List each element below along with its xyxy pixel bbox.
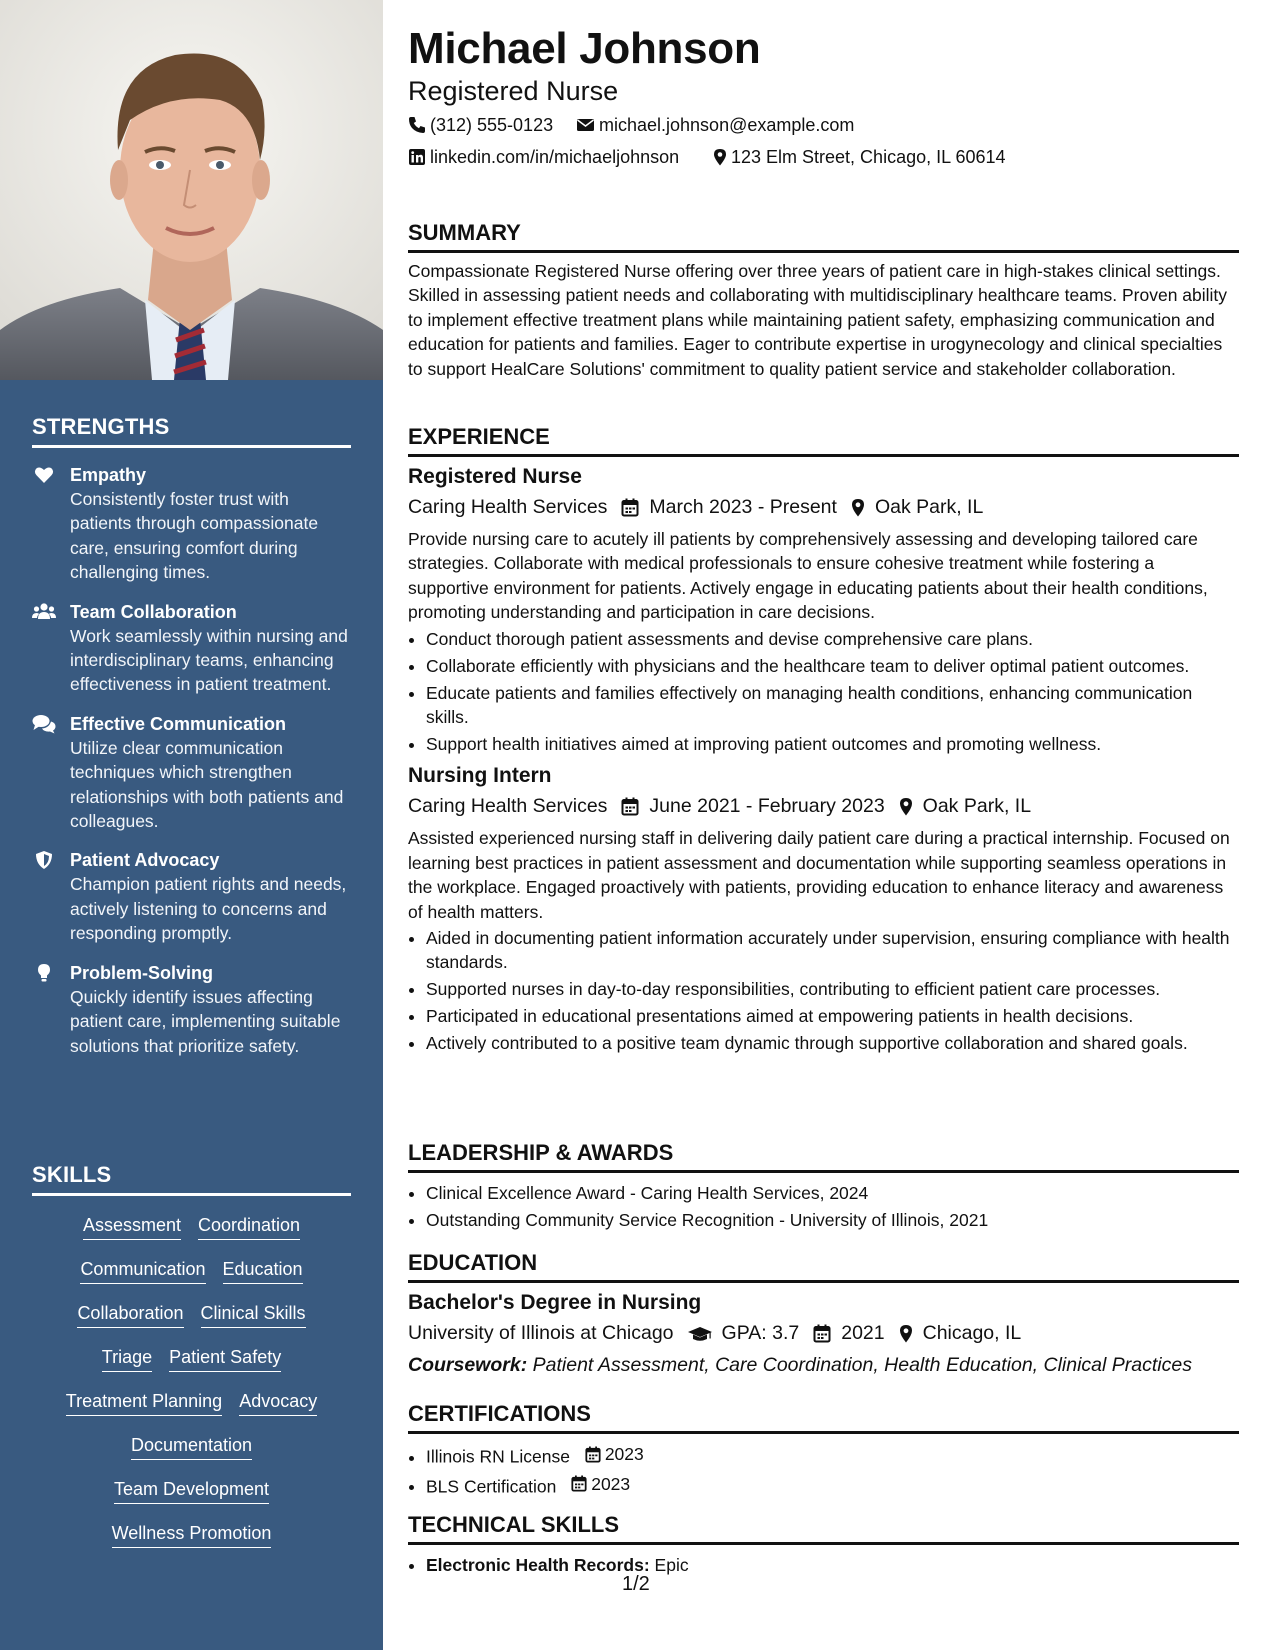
certifications-heading: CERTIFICATIONS	[408, 1400, 1239, 1434]
strengths-heading: STRENGTHS	[32, 414, 351, 448]
email-contact	[576, 113, 854, 137]
map-pin-icon	[899, 1324, 913, 1343]
strength-desc: Champion patient rights and needs, actively listening to concerns and responding promptly.	[70, 874, 347, 944]
certifications-list	[408, 1442, 1239, 1499]
job-dates: March 2023 - Present	[649, 496, 837, 518]
linkedin-url[interactable]: linkedin.com/in/michaeljohnson	[430, 147, 680, 167]
education-meta	[408, 1319, 1239, 1347]
job-entry	[408, 463, 1239, 756]
education-heading: EDUCATION	[408, 1249, 1239, 1283]
bullet-item: • Participated in educational presentations aimed at empowering patients in health decisions.	[426, 1004, 1239, 1028]
certification-item	[426, 1442, 1239, 1469]
job-title: Nursing Intern	[408, 764, 552, 788]
summary-section	[408, 219, 1239, 381]
bullet-item: • Actively contributed to a positive team dynamic through supportive collaboration and shared goals.	[426, 1031, 1239, 1055]
skill-row	[32, 1346, 351, 1372]
award-item: • Outstanding Community Service Recognition - University of Illinois, 2021	[426, 1208, 1239, 1232]
strength-item	[32, 463, 351, 585]
school-name: University of Illinois at Chicago	[408, 1322, 674, 1344]
technical-skills-section	[408, 1511, 1239, 1580]
job-title: Registered Nurse	[408, 465, 582, 488]
skill-tag: Patient Safety	[169, 1346, 281, 1372]
skill-tag: Collaboration	[77, 1302, 183, 1328]
awards-heading: LEADERSHIP & AWARDS	[408, 1139, 1239, 1173]
map-pin-icon	[851, 498, 865, 517]
skills-section	[32, 1162, 351, 1548]
job-description: Provide nursing care to acutely ill patients by comprehensively assessing and developing tailored care strategies. Collaborate with medical professionals to ensure cohesive treatment while fostering a supportive environment for patients. Actively engage in educating patients about their health conditions, promoting understanding and participation in care decisions.	[408, 529, 1208, 623]
certifications-section	[408, 1400, 1239, 1501]
email-address[interactable]: michael.johnson@example.com	[599, 115, 855, 135]
coursework-label: Coursework:	[408, 1354, 528, 1376]
job-location: Oak Park, IL	[922, 795, 1032, 818]
summary-heading: SUMMARY	[408, 219, 1239, 253]
phone-contact	[408, 113, 553, 137]
experience-heading: EXPERIENCE	[408, 423, 1239, 457]
strength-desc: Utilize clear communication techniques which strengthen relationships with both patients and colleagues.	[70, 737, 344, 832]
awards-section	[408, 1139, 1239, 1235]
calendar-icon	[621, 498, 639, 517]
calendar-icon	[813, 1324, 831, 1343]
envelope-icon	[576, 116, 595, 134]
skill-row	[32, 1522, 351, 1548]
job-dates: June 2021 - February 2023	[649, 795, 885, 818]
strength-desc: Work seamlessly within nursing and interdisciplinary teams, enhancing effectiveness in patient treatment.	[70, 625, 348, 695]
calendar-icon	[585, 1446, 601, 1463]
skill-tag: Education	[223, 1258, 303, 1284]
profile-photo	[0, 0, 383, 380]
strength-item	[32, 961, 351, 1058]
skill-tag: Communication	[80, 1258, 205, 1284]
lightbulb-icon	[34, 963, 54, 983]
skills-heading: SKILLS	[32, 1162, 351, 1196]
skill-row	[32, 1302, 351, 1328]
heart-icon	[34, 465, 54, 485]
strength-title: Problem-Solving	[70, 962, 214, 983]
job-entry	[408, 762, 1239, 1055]
certification-item	[426, 1472, 1239, 1499]
certification-year: 2023	[604, 1444, 644, 1464]
certification-name: BLS Certification	[426, 1476, 557, 1497]
comments-icon	[32, 714, 56, 734]
skill-tag: Coordination	[198, 1214, 300, 1240]
linkedin-contact	[408, 145, 679, 169]
strength-desc: Consistently foster trust with patients through compassionate care, ensuring comfort during challenging times.	[70, 489, 319, 583]
skill-row	[32, 1390, 351, 1416]
coursework-list: Patient Assessment, Care Coordination, Health Education, Clinical Practices	[532, 1354, 1192, 1376]
job-bullets	[408, 627, 1239, 757]
phone-icon	[408, 116, 426, 134]
experience-section	[408, 423, 1239, 1058]
linkedin-icon	[408, 148, 426, 166]
strength-title: Effective Communication	[70, 713, 287, 734]
company-name: Caring Health Services	[408, 496, 608, 518]
skill-row	[32, 1478, 351, 1504]
awards-list	[408, 1181, 1239, 1232]
map-pin-icon	[713, 148, 727, 166]
coursework	[408, 1351, 1239, 1379]
calendar-icon	[621, 797, 639, 816]
address-contact	[713, 145, 1006, 169]
summary-text: Compassionate Registered Nurse offering over three years of patient care in high-stakes clinical settings. Skilled in assessing patient needs and collaborating with multidisciplinary healthcare teams. Proven ability to implement effective treatment plans while maintaining patient safety, emphasizing communication and education for patients and families. Eager to contribute expertise in urogynecology and clinical specialties to support HealCare Solutions' commitment to quality patient service and stakeholder collaboration.	[408, 261, 1228, 379]
skill-tag: Wellness Promotion	[112, 1522, 272, 1548]
job-title-header: Registered Nurse	[408, 76, 619, 106]
skill-tag: Assessment	[83, 1214, 181, 1240]
graduation-year: 2021	[841, 1322, 885, 1344]
shield-icon	[34, 850, 54, 870]
users-icon	[32, 602, 56, 622]
job-meta	[408, 792, 1239, 820]
technical-skill-item	[426, 1553, 1239, 1577]
skill-tag: Documentation	[131, 1434, 252, 1460]
school-location: Chicago, IL	[922, 1322, 1022, 1344]
calendar-icon	[571, 1475, 587, 1492]
address-text: 123 Elm Street, Chicago, IL 60614	[731, 147, 1006, 167]
strength-title: Team Collaboration	[70, 601, 237, 622]
company-name: Caring Health Services	[408, 795, 608, 818]
technical-skills-list	[408, 1553, 1239, 1577]
skill-row	[32, 1434, 351, 1460]
job-description: Assisted experienced nursing staff in delivering daily patient care during a practical internship. Focused on learning best practices in patient assessment and documentation while supporting seamless operations in the workplace. Engaged proactively with patients, providing education to enhance literacy and awareness of health matters.	[408, 828, 1230, 922]
bullet-item: • Supported nurses in day-to-day responsibilities, contributing to efficient patient care processes.	[426, 977, 1239, 1001]
skill-tag: Advocacy	[239, 1390, 317, 1416]
technical-skills-heading: TECHNICAL SKILLS	[408, 1511, 1239, 1545]
sidebar	[0, 0, 383, 1650]
certification-year: 2023	[591, 1473, 631, 1494]
bullet-item: • Support health initiatives aimed at improving patient outcomes and promoting wellness.	[426, 732, 1239, 756]
job-meta	[408, 493, 1239, 521]
phone-number: (312) 555-0123	[430, 115, 554, 135]
skill-row	[32, 1258, 351, 1284]
map-pin-icon	[899, 797, 913, 816]
job-location: Oak Park, IL	[874, 496, 984, 518]
degree-title: Bachelor's Degree in Nursing	[408, 1291, 702, 1314]
page-number: 1/2	[622, 1573, 650, 1595]
certification-name: Illinois RN License	[426, 1446, 570, 1467]
skill-tag: Treatment Planning	[66, 1390, 222, 1416]
bullet-item: • Aided in documenting patient information accurately under supervision, ensuring compliance with health standards.	[426, 926, 1239, 975]
job-bullets	[408, 926, 1239, 1056]
skill-tag: Triage	[102, 1346, 152, 1372]
award-item: • Clinical Excellence Award - Caring Health Services, 2024	[426, 1181, 1239, 1205]
skill-row	[32, 1214, 351, 1240]
education-section	[408, 1249, 1239, 1379]
bullet-item: • Conduct thorough patient assessments and devise comprehensive care plans.	[426, 627, 1239, 651]
bullet-item: • Educate patients and families effectively on managing health conditions, enhancing communication skills.	[426, 681, 1239, 730]
strength-item	[32, 712, 351, 834]
strength-desc: Quickly identify issues affecting patient care, implementing suitable solutions that prioritize safety.	[70, 986, 341, 1056]
skill-tag: Team Development	[114, 1478, 269, 1504]
technical-skill-value: Epic	[654, 1555, 689, 1575]
bullet-item: • Collaborate efficiently with physicians and the healthcare team to deliver optimal patient outcomes.	[426, 654, 1239, 678]
strength-title: Patient Advocacy	[70, 850, 220, 871]
strengths-section	[32, 414, 351, 1058]
technical-skill-label: Electronic Health Records:	[426, 1555, 650, 1575]
skill-tag: Clinical Skills	[201, 1302, 306, 1328]
graduation-cap-icon	[688, 1324, 712, 1343]
candidate-name: Michael Johnson	[408, 24, 761, 73]
strength-title: Empathy	[70, 465, 147, 485]
gpa: GPA: 3.7	[721, 1322, 800, 1344]
strength-item	[32, 848, 351, 945]
strength-item	[32, 600, 351, 697]
